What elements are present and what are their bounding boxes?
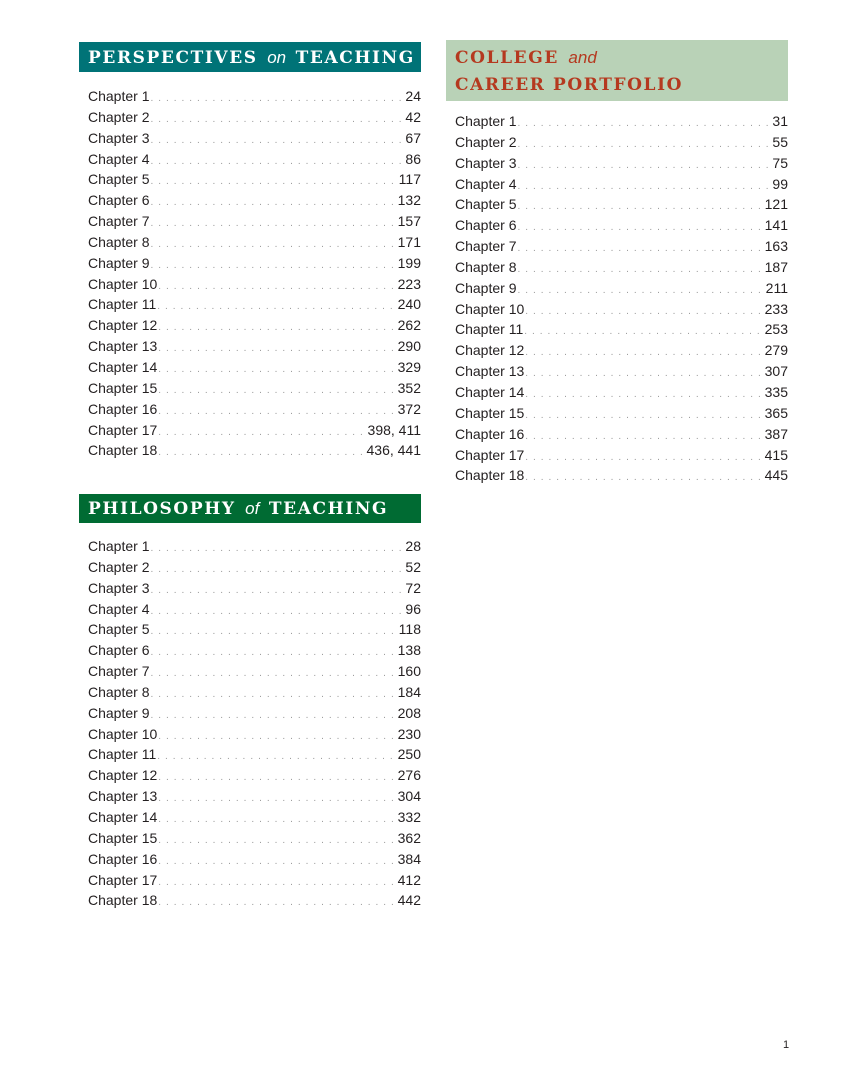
page-reference: 118 bbox=[398, 621, 421, 638]
chapter-label: Chapter 3 bbox=[455, 154, 517, 171]
page-reference: 184 bbox=[397, 683, 421, 700]
page-reference: 352 bbox=[397, 379, 421, 396]
page-reference: 138 bbox=[397, 642, 421, 659]
section-banner bbox=[79, 42, 421, 72]
toc-entry bbox=[88, 86, 421, 107]
page-reference: 163 bbox=[764, 238, 788, 255]
page-reference: 442 bbox=[397, 892, 421, 909]
page-reference: 52 bbox=[405, 558, 421, 575]
dot-leader bbox=[150, 622, 396, 643]
dot-leader bbox=[150, 131, 403, 152]
toc-entry bbox=[88, 107, 421, 128]
chapter-label: Chapter 13 bbox=[455, 363, 525, 380]
chapter-label: Chapter 18 bbox=[88, 892, 158, 909]
toc-entry bbox=[455, 319, 788, 340]
page-reference: 208 bbox=[397, 704, 421, 721]
toc-entry bbox=[455, 153, 788, 174]
toc-entry bbox=[88, 724, 421, 745]
chapter-label: Chapter 12 bbox=[88, 767, 158, 784]
page-reference: 230 bbox=[397, 725, 421, 742]
toc-list bbox=[79, 536, 421, 911]
toc-entry bbox=[88, 786, 421, 807]
page-reference: 24 bbox=[405, 88, 421, 104]
page-reference: 187 bbox=[764, 258, 788, 275]
dot-leader bbox=[525, 385, 762, 406]
toc-entry bbox=[88, 274, 421, 295]
chapter-label: Chapter 10 bbox=[88, 725, 158, 742]
page-reference: 445 bbox=[764, 467, 788, 484]
chapter-label: Chapter 15 bbox=[455, 404, 525, 421]
banner-line-1 bbox=[455, 44, 788, 72]
page-reference: 199 bbox=[397, 254, 421, 271]
dot-leader bbox=[150, 581, 403, 602]
dot-leader bbox=[158, 810, 395, 831]
chapter-label: Chapter 6 bbox=[88, 642, 150, 659]
dot-leader bbox=[517, 281, 763, 302]
chapter-label: Chapter 2 bbox=[455, 133, 517, 150]
page-reference: 72 bbox=[405, 579, 421, 596]
dot-leader bbox=[158, 789, 395, 810]
toc-entry bbox=[455, 236, 788, 257]
chapter-label: Chapter 17 bbox=[455, 446, 525, 463]
dot-leader bbox=[157, 297, 395, 318]
dot-leader bbox=[525, 427, 762, 448]
toc-entry bbox=[88, 557, 421, 578]
page-reference: 362 bbox=[397, 829, 421, 846]
dot-leader bbox=[150, 89, 403, 110]
chapter-label: Chapter 5 bbox=[88, 621, 150, 638]
dot-leader bbox=[525, 343, 762, 364]
page-reference: 157 bbox=[397, 213, 421, 230]
page-reference: 240 bbox=[397, 296, 421, 313]
page-reference: 171 bbox=[397, 233, 421, 250]
page-reference: 387 bbox=[764, 425, 788, 442]
chapter-label: Chapter 18 bbox=[455, 467, 525, 484]
page-reference: 372 bbox=[397, 400, 421, 417]
dot-leader bbox=[150, 235, 395, 256]
dot-leader bbox=[150, 256, 395, 277]
page-reference: 436, 441 bbox=[366, 442, 421, 459]
dot-leader bbox=[158, 360, 395, 381]
chapter-label: Chapter 11 bbox=[455, 321, 524, 338]
chapter-label: Chapter 14 bbox=[455, 383, 525, 400]
page-reference: 329 bbox=[397, 358, 421, 375]
toc-entry bbox=[455, 132, 788, 153]
chapter-label: Chapter 8 bbox=[88, 683, 150, 700]
toc-entry bbox=[455, 174, 788, 195]
banner-title-connector: of bbox=[245, 499, 260, 518]
toc-entry bbox=[455, 257, 788, 278]
toc-entry bbox=[88, 315, 421, 336]
toc-entry bbox=[88, 640, 421, 661]
page-reference: 307 bbox=[764, 363, 788, 380]
toc-entry bbox=[455, 299, 788, 320]
chapter-label: Chapter 9 bbox=[455, 279, 517, 296]
toc-entry bbox=[455, 111, 788, 132]
page-reference: 250 bbox=[397, 746, 421, 763]
page-reference: 335 bbox=[764, 383, 788, 400]
toc-entry bbox=[455, 424, 788, 445]
dot-leader bbox=[150, 214, 395, 235]
perspectives-on-teaching-section bbox=[79, 42, 421, 461]
page-reference: 67 bbox=[405, 129, 421, 146]
chapter-label: Chapter 5 bbox=[88, 171, 150, 188]
dot-leader bbox=[150, 664, 395, 685]
chapter-label: Chapter 12 bbox=[455, 342, 525, 359]
page-reference: 99 bbox=[772, 175, 788, 192]
chapter-label: Chapter 13 bbox=[88, 788, 158, 805]
chapter-label: Chapter 7 bbox=[88, 663, 150, 680]
banner-title-start: COLLEGE bbox=[455, 48, 559, 68]
banner-title-start: PHILOSOPHY bbox=[88, 499, 236, 519]
chapter-label: Chapter 4 bbox=[88, 150, 150, 167]
toc-entry bbox=[88, 536, 421, 557]
toc-entry bbox=[455, 278, 788, 299]
chapter-label: Chapter 9 bbox=[88, 254, 150, 271]
dot-leader bbox=[517, 177, 770, 198]
dot-leader bbox=[525, 364, 762, 385]
banner-title-connector: and bbox=[568, 48, 597, 67]
dot-leader bbox=[158, 893, 395, 914]
dot-leader bbox=[517, 114, 770, 135]
dot-leader bbox=[158, 727, 395, 748]
toc-entry bbox=[88, 232, 421, 253]
page-reference: 75 bbox=[772, 154, 788, 171]
toc-entry bbox=[88, 890, 421, 911]
page-reference: 31 bbox=[772, 113, 788, 129]
toc-entry bbox=[88, 378, 421, 399]
toc-entry bbox=[88, 190, 421, 211]
toc-entry bbox=[88, 828, 421, 849]
page-reference: 384 bbox=[397, 850, 421, 867]
page-reference: 42 bbox=[405, 108, 421, 125]
toc-entry bbox=[88, 703, 421, 724]
toc-entry bbox=[455, 465, 788, 486]
chapter-label: Chapter 3 bbox=[88, 129, 150, 146]
dot-leader bbox=[150, 172, 396, 193]
dot-leader bbox=[150, 643, 395, 664]
toc-entry bbox=[88, 336, 421, 357]
page-reference: 262 bbox=[397, 317, 421, 334]
page-reference: 276 bbox=[397, 767, 421, 784]
page-reference: 365 bbox=[764, 404, 788, 421]
page-reference: 86 bbox=[405, 150, 421, 167]
page-reference: 132 bbox=[397, 192, 421, 209]
page-reference: 223 bbox=[397, 275, 421, 292]
page-reference: 253 bbox=[764, 321, 788, 338]
page-reference: 28 bbox=[405, 538, 421, 554]
chapter-label: Chapter 8 bbox=[88, 233, 150, 250]
chapter-label: Chapter 5 bbox=[455, 196, 517, 213]
dot-leader bbox=[150, 539, 403, 560]
toc-entry bbox=[88, 765, 421, 786]
dot-leader bbox=[158, 768, 395, 789]
dot-leader bbox=[517, 156, 770, 177]
page-reference: 160 bbox=[397, 663, 421, 680]
dot-leader bbox=[517, 135, 770, 156]
chapter-label: Chapter 1 bbox=[455, 113, 517, 129]
chapter-label: Chapter 15 bbox=[88, 379, 158, 396]
toc-entry bbox=[88, 619, 421, 640]
dot-leader bbox=[158, 423, 365, 444]
chapter-label: Chapter 11 bbox=[88, 296, 157, 313]
toc-entry bbox=[88, 211, 421, 232]
dot-leader bbox=[150, 602, 403, 623]
toc-entry bbox=[88, 807, 421, 828]
banner-title-start: PERSPECTIVES bbox=[88, 48, 258, 68]
toc-entry bbox=[88, 744, 421, 765]
toc-entry bbox=[88, 440, 421, 461]
page-reference: 415 bbox=[764, 446, 788, 463]
chapter-label: Chapter 16 bbox=[88, 400, 158, 417]
chapter-label: Chapter 7 bbox=[455, 238, 517, 255]
banner-title-connector: on bbox=[267, 48, 287, 67]
chapter-label: Chapter 17 bbox=[88, 871, 158, 888]
page-reference: 121 bbox=[764, 196, 788, 213]
page-reference: 279 bbox=[764, 342, 788, 359]
chapter-label: Chapter 12 bbox=[88, 317, 158, 334]
page-reference: 398, 411 bbox=[367, 421, 421, 438]
toc-entry bbox=[88, 253, 421, 274]
chapter-label: Chapter 18 bbox=[88, 442, 158, 459]
toc-entry bbox=[455, 361, 788, 382]
chapter-label: Chapter 2 bbox=[88, 558, 150, 575]
toc-entry bbox=[88, 169, 421, 190]
dot-leader bbox=[158, 318, 395, 339]
toc-entry bbox=[88, 149, 421, 170]
dot-leader bbox=[158, 381, 395, 402]
chapter-label: Chapter 9 bbox=[88, 704, 150, 721]
banner-title-end: TEACHING bbox=[268, 499, 389, 519]
page-reference: 55 bbox=[772, 133, 788, 150]
chapter-label: Chapter 6 bbox=[455, 217, 517, 234]
toc-entry bbox=[455, 403, 788, 424]
chapter-label: Chapter 7 bbox=[88, 213, 150, 230]
dot-leader bbox=[525, 468, 762, 489]
toc-entry bbox=[88, 849, 421, 870]
dot-leader bbox=[525, 448, 762, 469]
page-reference: 412 bbox=[397, 871, 421, 888]
chapter-label: Chapter 14 bbox=[88, 808, 158, 825]
page-reference: 96 bbox=[405, 600, 421, 617]
toc-entry bbox=[88, 578, 421, 599]
dot-leader bbox=[158, 873, 395, 894]
college-career-portfolio-section bbox=[446, 40, 788, 486]
dot-leader bbox=[150, 685, 395, 706]
page-reference: 332 bbox=[397, 808, 421, 825]
chapter-label: Chapter 3 bbox=[88, 579, 150, 596]
toc-entry bbox=[88, 294, 421, 315]
dot-leader bbox=[158, 402, 395, 423]
chapter-label: Chapter 10 bbox=[455, 300, 525, 317]
toc-list bbox=[79, 86, 421, 461]
philosophy-of-teaching-section bbox=[79, 494, 421, 911]
toc-entry bbox=[455, 215, 788, 236]
dot-leader bbox=[517, 239, 762, 260]
dot-leader bbox=[158, 339, 395, 360]
toc-entry bbox=[88, 870, 421, 891]
section-banner bbox=[79, 494, 421, 523]
toc-entry bbox=[88, 599, 421, 620]
dot-leader bbox=[150, 560, 403, 581]
chapter-label: Chapter 1 bbox=[88, 88, 150, 104]
dot-leader bbox=[158, 831, 395, 852]
dot-leader bbox=[157, 747, 395, 768]
page-reference: 233 bbox=[764, 300, 788, 317]
chapter-label: Chapter 6 bbox=[88, 192, 150, 209]
chapter-label: Chapter 4 bbox=[88, 600, 150, 617]
page-number: 1 bbox=[783, 1039, 790, 1051]
dot-leader bbox=[517, 197, 762, 218]
toc-entry bbox=[88, 420, 421, 441]
dot-leader bbox=[150, 706, 395, 727]
section-banner bbox=[446, 40, 788, 101]
toc-entry bbox=[88, 128, 421, 149]
toc-entry bbox=[88, 399, 421, 420]
dot-leader bbox=[525, 406, 762, 427]
toc-entry bbox=[455, 382, 788, 403]
dot-leader bbox=[158, 443, 364, 464]
toc-entry bbox=[88, 661, 421, 682]
chapter-label: Chapter 17 bbox=[88, 421, 158, 438]
page-reference: 141 bbox=[764, 217, 788, 234]
chapter-label: Chapter 1 bbox=[88, 538, 150, 554]
banner-title-end: TEACHING bbox=[295, 48, 415, 68]
dot-leader bbox=[158, 277, 395, 298]
banner-line-2: CAREER PORTFOLIO bbox=[455, 75, 684, 95]
chapter-label: Chapter 4 bbox=[455, 175, 517, 192]
dot-leader bbox=[517, 218, 762, 239]
chapter-label: Chapter 13 bbox=[88, 338, 158, 355]
chapter-label: Chapter 11 bbox=[88, 746, 157, 763]
toc-entry bbox=[88, 682, 421, 703]
dot-leader bbox=[158, 852, 395, 873]
dot-leader bbox=[517, 260, 762, 281]
chapter-label: Chapter 2 bbox=[88, 108, 150, 125]
toc-entry bbox=[455, 340, 788, 361]
page-reference: 290 bbox=[397, 338, 421, 355]
dot-leader bbox=[150, 110, 403, 131]
toc-entry bbox=[455, 194, 788, 215]
toc-list bbox=[446, 111, 788, 486]
page-reference: 211 bbox=[765, 279, 788, 296]
chapter-label: Chapter 15 bbox=[88, 829, 158, 846]
chapter-label: Chapter 16 bbox=[88, 850, 158, 867]
dot-leader bbox=[525, 302, 762, 323]
page-reference: 117 bbox=[398, 171, 421, 188]
chapter-label: Chapter 16 bbox=[455, 425, 525, 442]
chapter-label: Chapter 10 bbox=[88, 275, 158, 292]
chapter-label: Chapter 14 bbox=[88, 358, 158, 375]
page-reference: 304 bbox=[397, 788, 421, 805]
dot-leader bbox=[150, 193, 395, 214]
dot-leader bbox=[150, 152, 403, 173]
chapter-label: Chapter 8 bbox=[455, 258, 517, 275]
dot-leader bbox=[524, 322, 762, 343]
toc-entry bbox=[455, 445, 788, 466]
toc-entry bbox=[88, 357, 421, 378]
